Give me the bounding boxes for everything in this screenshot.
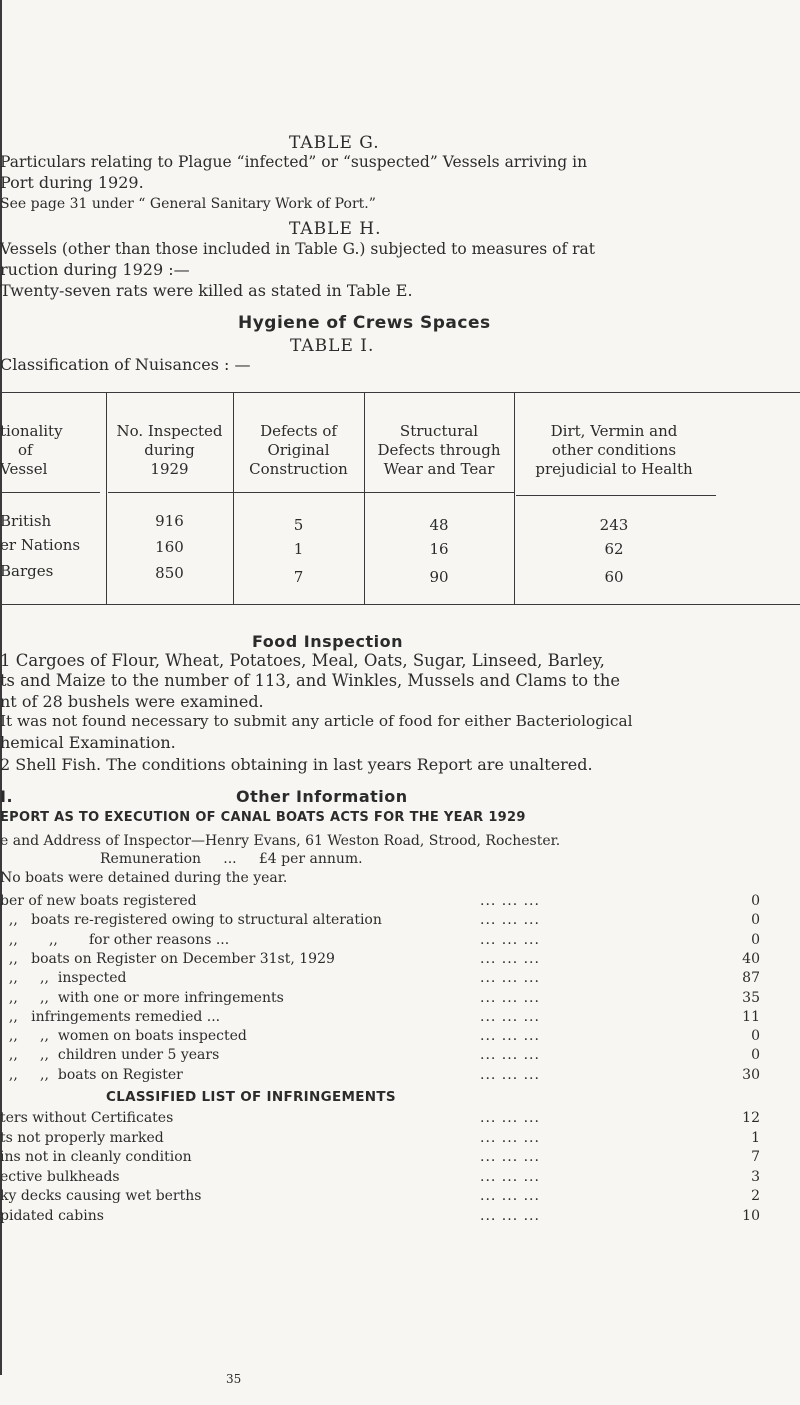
list-item-label: ts not properly marked (0, 1129, 164, 1146)
food-para-1-line-3: nt of 28 bushels were examined. (0, 692, 264, 711)
table-h-line-2: ruction during 1929 :— (0, 260, 190, 279)
list-item-value: 7 (751, 1149, 760, 1165)
list-item-value: 30 (742, 1066, 760, 1083)
dot-leader: ... ... ... (480, 1008, 540, 1025)
header-defects-original: Defects of Original Construction (249, 422, 348, 478)
table-h-line-3: Twenty-seven rats were killed as stated in Table E. (0, 281, 413, 300)
food-para-1-line-1: 1 Cargoes of Flour, Wheat, Potatoes, Meal, Oats, Sugar, Linseed, Barley, (0, 651, 605, 670)
dot-leader: ... ... ... (480, 931, 540, 948)
food-para-1-line-2: ts and Maize to the number of 113, and Winkles, Mussels and Clams to the (0, 671, 620, 690)
dot-leader: ... ... ... (480, 912, 540, 929)
list-item (0, 951, 800, 971)
list-item-label: ,, ,, for other reasons ... (0, 931, 230, 948)
list-item-value: 0 (751, 1028, 760, 1045)
list-item-label: ,, infringements remedied ... (0, 1008, 221, 1025)
list-item (0, 893, 800, 913)
list-item-value: 1 (751, 1129, 760, 1146)
food-inspection-heading: Food Inspection (252, 632, 403, 651)
list-item-value: 11 (742, 1008, 760, 1025)
list-item-label: ters without Certificates (0, 1110, 174, 1126)
list-item-value: 3 (751, 1168, 760, 1185)
list-item (0, 990, 800, 1010)
list-item (0, 1149, 800, 1169)
dot-leader: ... ... ... (480, 1066, 540, 1083)
dot-leader: ... ... ... (480, 1149, 540, 1165)
list-item-value: 0 (751, 912, 760, 929)
list-item-value: 10 (742, 1207, 760, 1224)
other-info-marker: I. (0, 787, 14, 806)
dot-leader: ... ... ... (480, 893, 540, 909)
list-item-label: ,, ,, women on boats inspected (0, 1028, 247, 1045)
dot-leader: ... ... ... (480, 1110, 540, 1126)
list-item (0, 1130, 800, 1150)
list-item-label: ective bulkheads (0, 1168, 120, 1185)
list-item-label: ins not in cleanly condition (0, 1149, 192, 1165)
table-g-line-1: Particulars relating to Plague “infected” or “suspected” Vessels arriving in (0, 153, 588, 171)
list-item-label: ,, boats re-registered owing to structural alteration (0, 912, 382, 929)
list-item-label: ,, ,, inspected (0, 970, 127, 987)
dot-leader: ... ... ... (480, 1129, 540, 1146)
table-g-title: TABLE G. (289, 133, 380, 153)
list-item-label: ber of new boats registered (0, 893, 197, 909)
dot-leader: ... ... ... (480, 1207, 540, 1224)
header-no-inspected: No. Inspected during 1929 (116, 422, 223, 478)
list-item-label: ky decks causing wet berths (0, 1188, 202, 1204)
list-item-label: ,, ,, boats on Register (0, 1066, 183, 1083)
list-item-label: ,, boats on Register on December 31st, 1929 (0, 950, 335, 967)
dot-leader: ... ... ... (480, 970, 540, 987)
list-item (0, 1208, 800, 1228)
nuisances-table: tionality of Vessel No. Inspected during 1929 Defects of Original Construction Structural Defects through Wear and Tear Dirt, Vermin and other conditions prejudicial to Health British 916 5 48 243 er Nations 160 1 16 62 Barges 850 7 90 60 (0, 392, 800, 607)
hygiene-heading: Hygiene of Crews Spaces (238, 313, 491, 333)
list-item (0, 932, 800, 952)
header-structural-defects: Structural Defects through Wear and Tear (377, 422, 501, 478)
table-g-line-3: See page 31 under “ General Sanitary Work of Port.” (0, 196, 376, 212)
table-g-line-2: Port during 1929. (0, 173, 144, 192)
list-item-value: 87 (742, 970, 760, 987)
remuneration-line: Remuneration ... £4 per annum. (100, 851, 363, 867)
list-item-label: pidated cabins (0, 1207, 104, 1224)
food-para-2-line-1: It was not found necessary to submit any article of food for either Bacteriological (0, 712, 633, 730)
dot-leader: ... ... ... (480, 1168, 540, 1185)
other-info-heading: Other Information (236, 787, 408, 806)
list-item-value: 0 (751, 893, 760, 909)
dot-leader: ... ... ... (480, 1047, 540, 1064)
list-item (0, 1169, 800, 1189)
list-item-value: 0 (751, 1047, 760, 1064)
list-item (0, 1047, 800, 1067)
list-item (0, 912, 800, 932)
list-item-value: 2 (751, 1188, 760, 1204)
infringements-heading: CLASSIFIED LIST OF INFRINGEMENTS (106, 1089, 396, 1105)
canal-boats-report-title: EPORT AS TO EXECUTION OF CANAL BOATS ACTS FOR THE YEAR 1929 (0, 810, 526, 825)
inspector-line: e and Address of Inspector—Henry Evans, 61 Weston Road, Strood, Rochester. (0, 833, 561, 849)
food-para-3: 2 Shell Fish. The conditions obtaining in last years Report are unaltered. (0, 755, 593, 774)
food-para-2-line-2: hemical Examination. (0, 733, 176, 752)
list-item (0, 1067, 800, 1087)
list-item (0, 1009, 800, 1029)
list-item-label: ,, ,, with one or more infringements (0, 989, 284, 1006)
dot-leader: ... ... ... (480, 989, 540, 1006)
header-dirt-vermin: Dirt, Vermin and other conditions prejudicial to Health (535, 422, 693, 478)
dot-leader: ... ... ... (480, 1188, 540, 1204)
table-i-title: TABLE I. (290, 336, 375, 356)
list-item-value: 0 (751, 931, 760, 948)
list-item (0, 1028, 800, 1048)
list-item (0, 1188, 800, 1208)
list-item-label: ,, ,, children under 5 years (0, 1047, 220, 1064)
table-h-line-1: Vessels (other than those included in Table G.) subjected to measures of rat (0, 240, 596, 258)
list-item-value: 35 (742, 989, 760, 1006)
page-number: 35 (226, 1372, 242, 1386)
header-nationality: tionality of Vessel (0, 422, 63, 478)
list-item (0, 970, 800, 990)
dot-leader: ... ... ... (480, 1028, 540, 1045)
detained-line: No boats were detained during the year. (0, 870, 288, 886)
list-item-value: 12 (742, 1110, 760, 1126)
list-item (0, 1110, 800, 1130)
table-h-title: TABLE H. (289, 219, 382, 239)
dot-leader: ... ... ... (480, 950, 540, 967)
list-item-value: 40 (742, 950, 760, 967)
classification-label: Classification of Nuisances : — (0, 355, 251, 374)
